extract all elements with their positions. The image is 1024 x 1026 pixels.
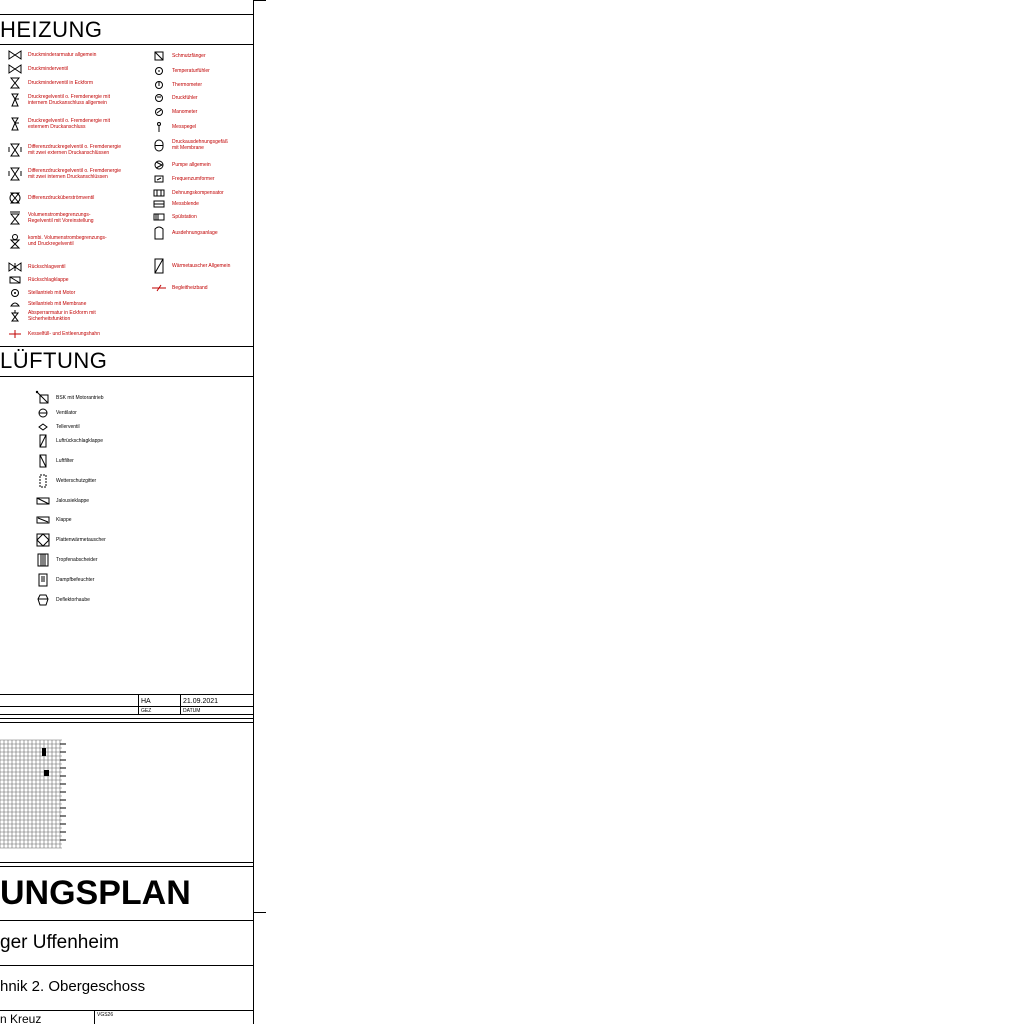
lueftung-legend-item-row <box>36 573 94 587</box>
lueftung-title-rule <box>0 376 253 377</box>
heizung-legend-item-row <box>152 120 196 134</box>
non-return-damper-icon <box>36 434 50 448</box>
overflow-valve-icon <box>8 191 22 205</box>
valve-icon <box>8 62 22 76</box>
lueftung-legend-item-label: Dampfbefeuchter <box>56 577 95 583</box>
heizung-legend-item-label: Messblende <box>172 201 199 207</box>
lueftung-legend-item-label: Wetterschutzgitter <box>56 478 97 484</box>
lueftung-legend-item-label: Luftrückschlagklappe <box>56 438 103 444</box>
lueftung-legend-item-row <box>36 513 72 527</box>
heizung-legend-item-label: Kesselfüll- und Entleerungshahn <box>28 331 100 337</box>
heizung-legend-item-label: Druckminderventil in Eckform <box>28 80 94 86</box>
heizung-legend-item-label: Spülstation <box>172 214 197 220</box>
temperature-sensor-icon <box>152 64 166 78</box>
key-plan-grid <box>0 736 70 852</box>
lueftung-legend-item-label: Plattenwärmetauscher <box>56 537 106 543</box>
check-valve-icon <box>8 260 22 274</box>
frame-stub <box>253 0 266 1</box>
footer-divider <box>94 1010 95 1024</box>
heizung-legend-item-label: Differenzdruckregelventil o. Fremdenergie mit zwei internen Druckanschlüssen <box>28 168 122 180</box>
diff-pressure-valve-icon <box>8 167 22 181</box>
heizung-legend-item-row <box>152 158 211 172</box>
lueftung-legend-item-row <box>36 454 74 468</box>
title-block-line <box>0 862 253 863</box>
revision-col-divider <box>180 694 181 714</box>
drawing-sheet <box>0 0 254 1024</box>
safety-valve-icon <box>8 309 22 323</box>
weather-grille-icon <box>36 474 50 488</box>
frequency-converter-icon <box>152 172 166 186</box>
drain-valve-icon <box>8 327 22 341</box>
revision-col-divider <box>138 694 139 714</box>
deflector-hood-icon <box>36 593 50 607</box>
revision-top-line <box>0 694 253 695</box>
expansion-vessel-icon <box>152 138 166 152</box>
flow-limiter-icon <box>8 211 22 225</box>
lueftung-legend-item-row <box>36 593 90 607</box>
heizung-legend-item-label: Rückschlagklappe <box>28 277 69 283</box>
heizung-legend-item-row <box>8 273 69 287</box>
heizung-legend-item-row <box>152 105 197 119</box>
section-divider <box>0 346 253 347</box>
heizung-title: HEIZUNG <box>0 17 103 42</box>
lueftung-legend-item-row <box>36 533 106 547</box>
lueftung-title: LÜFTUNG <box>0 348 108 373</box>
louver-damper-icon <box>36 494 50 508</box>
check-flap-icon <box>8 273 22 287</box>
heizung-legend-item-row <box>8 48 96 62</box>
drawn-by-label: GEZ <box>141 708 152 714</box>
flush-station-icon <box>152 210 166 224</box>
heizung-legend-item-label: Druckregelventil o. Fremdenergie mit externem Druckanschluss <box>28 118 110 130</box>
heizung-title-rule <box>0 44 253 45</box>
thermometer-icon <box>152 78 166 92</box>
heizung-legend-item-label: Begleitheizband <box>172 285 208 291</box>
heizung-legend-item-row <box>8 234 107 248</box>
lueftung-legend-item-label: Ventilator <box>56 410 77 416</box>
heizung-legend-item-row <box>8 62 68 76</box>
combi-valve-icon <box>8 234 22 248</box>
heizung-legend-item-label: Differenzdrucküberströmventil <box>28 195 95 201</box>
title-block-line <box>0 1010 253 1011</box>
heizung-legend-item-label: Druckminderarmatur allgemein <box>28 52 97 58</box>
footer-left-text: n Kreuz <box>0 1012 42 1026</box>
heizung-legend-item-label: Schmutzfänger <box>172 53 206 59</box>
pump-icon <box>152 158 166 172</box>
heizung-legend-item-label: kombi. Volumenstrombegrenzungs- und Druckregelventil <box>28 235 107 247</box>
drawn-by-value: HA <box>141 698 151 705</box>
heizung-legend-item-row <box>152 49 206 63</box>
valve-icon <box>8 48 22 62</box>
damper-icon <box>36 513 50 527</box>
lueftung-legend-item-row <box>36 420 80 434</box>
heizung-legend-item-row <box>152 172 215 186</box>
key-plan-top-line <box>0 722 253 723</box>
heizung-legend-item-row <box>8 211 94 225</box>
heizung-legend-item-row <box>8 117 110 131</box>
heizung-legend-item-row <box>8 191 94 205</box>
fan-icon <box>36 406 50 420</box>
heat-exchanger-icon <box>152 259 166 273</box>
heizung-legend-item-label: Rückschlagventil <box>28 264 66 270</box>
lueftung-legend-item-label: Luftfilter <box>56 458 74 464</box>
lueftung-legend-item-row <box>36 434 103 448</box>
lueftung-legend-item-label: Jalousieklappe <box>56 498 90 504</box>
plan-subtitle: hnik 2. Obergeschoss <box>0 978 146 995</box>
heizung-legend-item-row <box>8 327 100 341</box>
heizung-legend-item-row <box>152 197 199 211</box>
footer-right-text: VGS26 <box>97 1012 114 1018</box>
heizung-legend-item-label: Messpegel <box>172 124 197 130</box>
heizung-legend-item-label: Frequenzumformer <box>172 176 215 182</box>
title-block-line <box>0 866 253 867</box>
lueftung-legend-item-row <box>36 391 104 405</box>
orifice-icon <box>152 197 166 211</box>
heizung-legend-item-label: Pumpe allgemein <box>172 162 211 168</box>
heizung-legend-item-label: Absperrarmatur in Eckform mit Sicherheitsfunktion <box>28 310 96 322</box>
level-gauge-icon <box>152 120 166 134</box>
heizung-legend-item-row <box>8 260 66 274</box>
heizung-legend-item-label: Differenzdruckregelventil o. Fremdenergie mit zwei externen Druckanschlüssen <box>28 144 122 156</box>
lueftung-legend-item-row <box>36 406 77 420</box>
heizung-legend-item-label: Stellantrieb mit Membrane <box>28 301 87 307</box>
project-name: ger Uffenheim <box>0 932 119 953</box>
heizung-legend-item-row <box>152 259 230 273</box>
heizung-legend-item-row <box>152 91 198 105</box>
heizung-legend-item-label: Wärmetauscher Allgemein <box>172 263 231 269</box>
pressure-regulator-icon <box>8 117 22 131</box>
heizung-legend-item-label: Druckminderventil <box>28 66 69 72</box>
heizung-legend-item-row <box>152 281 208 295</box>
heizung-legend-item-row <box>152 226 218 240</box>
heizung-legend-item-row <box>8 93 110 107</box>
heizung-legend-item-row <box>8 76 93 90</box>
title-block-line <box>0 965 253 966</box>
dirt-trap-icon <box>152 49 166 63</box>
heizung-legend-item-label: Dehnungskompensator <box>172 190 224 196</box>
revision-bottom-line <box>0 714 253 715</box>
lueftung-legend-item-label: Tellerventil <box>56 424 80 430</box>
heizung-legend-item-label: Druckfühler <box>172 95 198 101</box>
air-filter-icon <box>36 454 50 468</box>
steam-humidifier-icon <box>36 573 50 587</box>
lueftung-legend-item-row <box>36 553 98 567</box>
lueftung-legend-item-label: BSK mit Motorantrieb <box>56 395 104 401</box>
heizung-legend-item-row <box>152 210 197 224</box>
manometer-icon <box>152 105 166 119</box>
angle-valve-icon <box>8 76 22 90</box>
heizung-legend-item-label: Volumenstrombegrenzungs- Regelventil mit Voreinstellung <box>28 212 94 224</box>
heizung-legend-item-row <box>152 78 202 92</box>
heizung-legend-item-label: Temperaturfühler <box>172 68 210 74</box>
plan-title: UNGSPLAN <box>0 874 191 912</box>
fire-damper-motor-icon <box>36 391 50 405</box>
key-plan-top-line <box>0 718 253 719</box>
pressure-regulator-icon <box>8 93 22 107</box>
heizung-legend-item-label: Druckausdehnungsgefäß mit Membrane <box>172 139 228 151</box>
heizung-legend-item-label: Stellantrieb mit Motor <box>28 290 76 296</box>
heizung-legend-item-label: Thermometer <box>172 82 203 88</box>
date-value: 21.09.2021 <box>183 698 219 705</box>
lueftung-legend-item-label: Klappe <box>56 517 72 523</box>
heizung-legend-item-row <box>8 143 121 157</box>
pressure-sensor-icon <box>152 91 166 105</box>
lueftung-legend-item-label: Deflektorhaube <box>56 597 90 603</box>
heizung-legend-item-row <box>152 138 228 152</box>
plate-valve-icon <box>36 420 50 434</box>
heizung-legend-item-label: Manometer <box>172 109 198 115</box>
lueftung-legend-item-row <box>36 494 89 508</box>
plate-heat-exchanger-icon <box>36 533 50 547</box>
revision-mid-line <box>0 706 253 707</box>
lueftung-legend-item-label: Tropfenabscheider <box>56 557 98 563</box>
title-block-line <box>0 920 253 921</box>
lueftung-legend-item-row <box>36 474 96 488</box>
trace-heating-icon <box>152 281 166 295</box>
heizung-legend-item-row <box>152 64 210 78</box>
expansion-unit-icon <box>152 226 166 240</box>
droplet-separator-icon <box>36 553 50 567</box>
heizung-legend-item-row <box>8 309 96 323</box>
heizung-legend-item-label: Ausdehnungsanlage <box>172 230 218 236</box>
frame-stub <box>253 912 266 913</box>
sheet-border-line <box>0 14 253 15</box>
date-label: DATUM <box>183 708 201 714</box>
heizung-legend-item-row <box>8 167 121 181</box>
diff-pressure-valve-icon <box>8 143 22 157</box>
heizung-legend-item-label: Druckregelventil o. Fremdenergie mit internem Druckanschluss allgemein <box>28 94 110 106</box>
